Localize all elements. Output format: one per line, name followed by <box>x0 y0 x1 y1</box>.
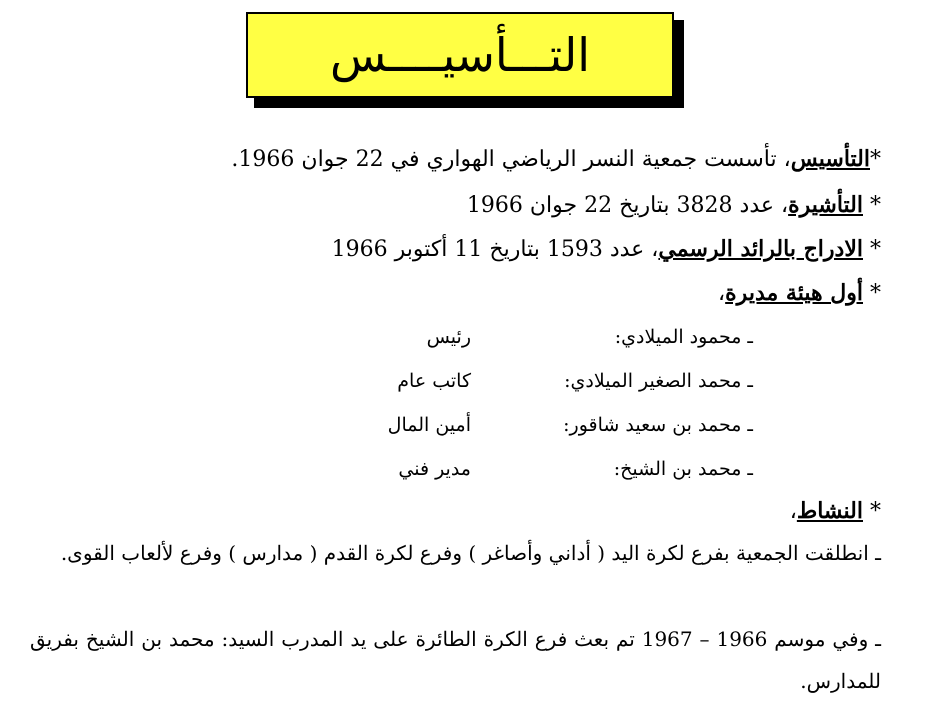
gazette-text: عدد 1593 بتاريخ 11 أكتوبر 1966 <box>331 237 645 262</box>
board-heading-label: أول هيئة مديرة <box>725 280 863 306</box>
activity-heading: * النشاط، <box>789 498 881 524</box>
board-member-name: ـ محمد بن الشيخ: <box>613 458 753 480</box>
board-member-role: مدير فني <box>398 458 471 480</box>
bullet: * <box>870 193 881 218</box>
bullet: * <box>870 281 881 306</box>
visa-label: التأشيرة <box>788 192 863 218</box>
page-title: التـــأسيــــس <box>329 28 591 82</box>
visa-line: * التأشيرة، عدد 3828 بتاريخ 22 جوان 1966 <box>466 192 881 218</box>
founding-label: التأسيس <box>790 146 870 172</box>
board-member-name: ـ محمد بن سعيد شاقور: <box>563 414 753 436</box>
activity-paragraph: ـ وفي موسم 1966 – 1967 تم بعث فرع الكرة الطائرة على يد المدرب السيد: محمد بن الشيخ بفريق للمدارس. <box>30 627 881 693</box>
activity-paragraph: ـ انطلقت الجمعية بفرع لكرة اليد ( أداني وأصاغر ) وفرع لكرة القدم ( مدارس ) وفرع لألعاب القوى. <box>60 541 881 565</box>
founding-text: تأسست جمعية النسر الرياضي الهواري في 22 جوان 1966. <box>231 147 777 172</box>
board-member-role: رئيس <box>426 326 471 348</box>
board-member-name: ـ محمد الصغير الميلادي: <box>564 370 753 392</box>
gazette-line: * الادراج بالرائد الرسمي، عدد 1593 بتاريخ 11 أكتوبر 1966 <box>331 236 881 262</box>
gazette-label: الادراج بالرائد الرسمي <box>658 236 863 262</box>
board-heading: * أول هيئة مديرة، <box>718 280 881 306</box>
board-member-name: ـ محمود الميلادي: <box>614 326 753 348</box>
activity-heading-label: النشاط <box>796 498 863 524</box>
visa-text: عدد 3828 بتاريخ 22 جوان 1966 <box>466 193 774 218</box>
board-member-role: أمين المال <box>387 414 471 436</box>
board-member-role: كاتب عام <box>397 370 471 392</box>
title-box <box>246 12 674 98</box>
bullet: * <box>870 499 881 524</box>
bullet: * <box>870 237 881 262</box>
founding-line: *التأسيس، تأسست جمعية النسر الرياضي الهواري في 22 جوان 1966. <box>231 146 881 172</box>
bullet: * <box>870 147 881 172</box>
